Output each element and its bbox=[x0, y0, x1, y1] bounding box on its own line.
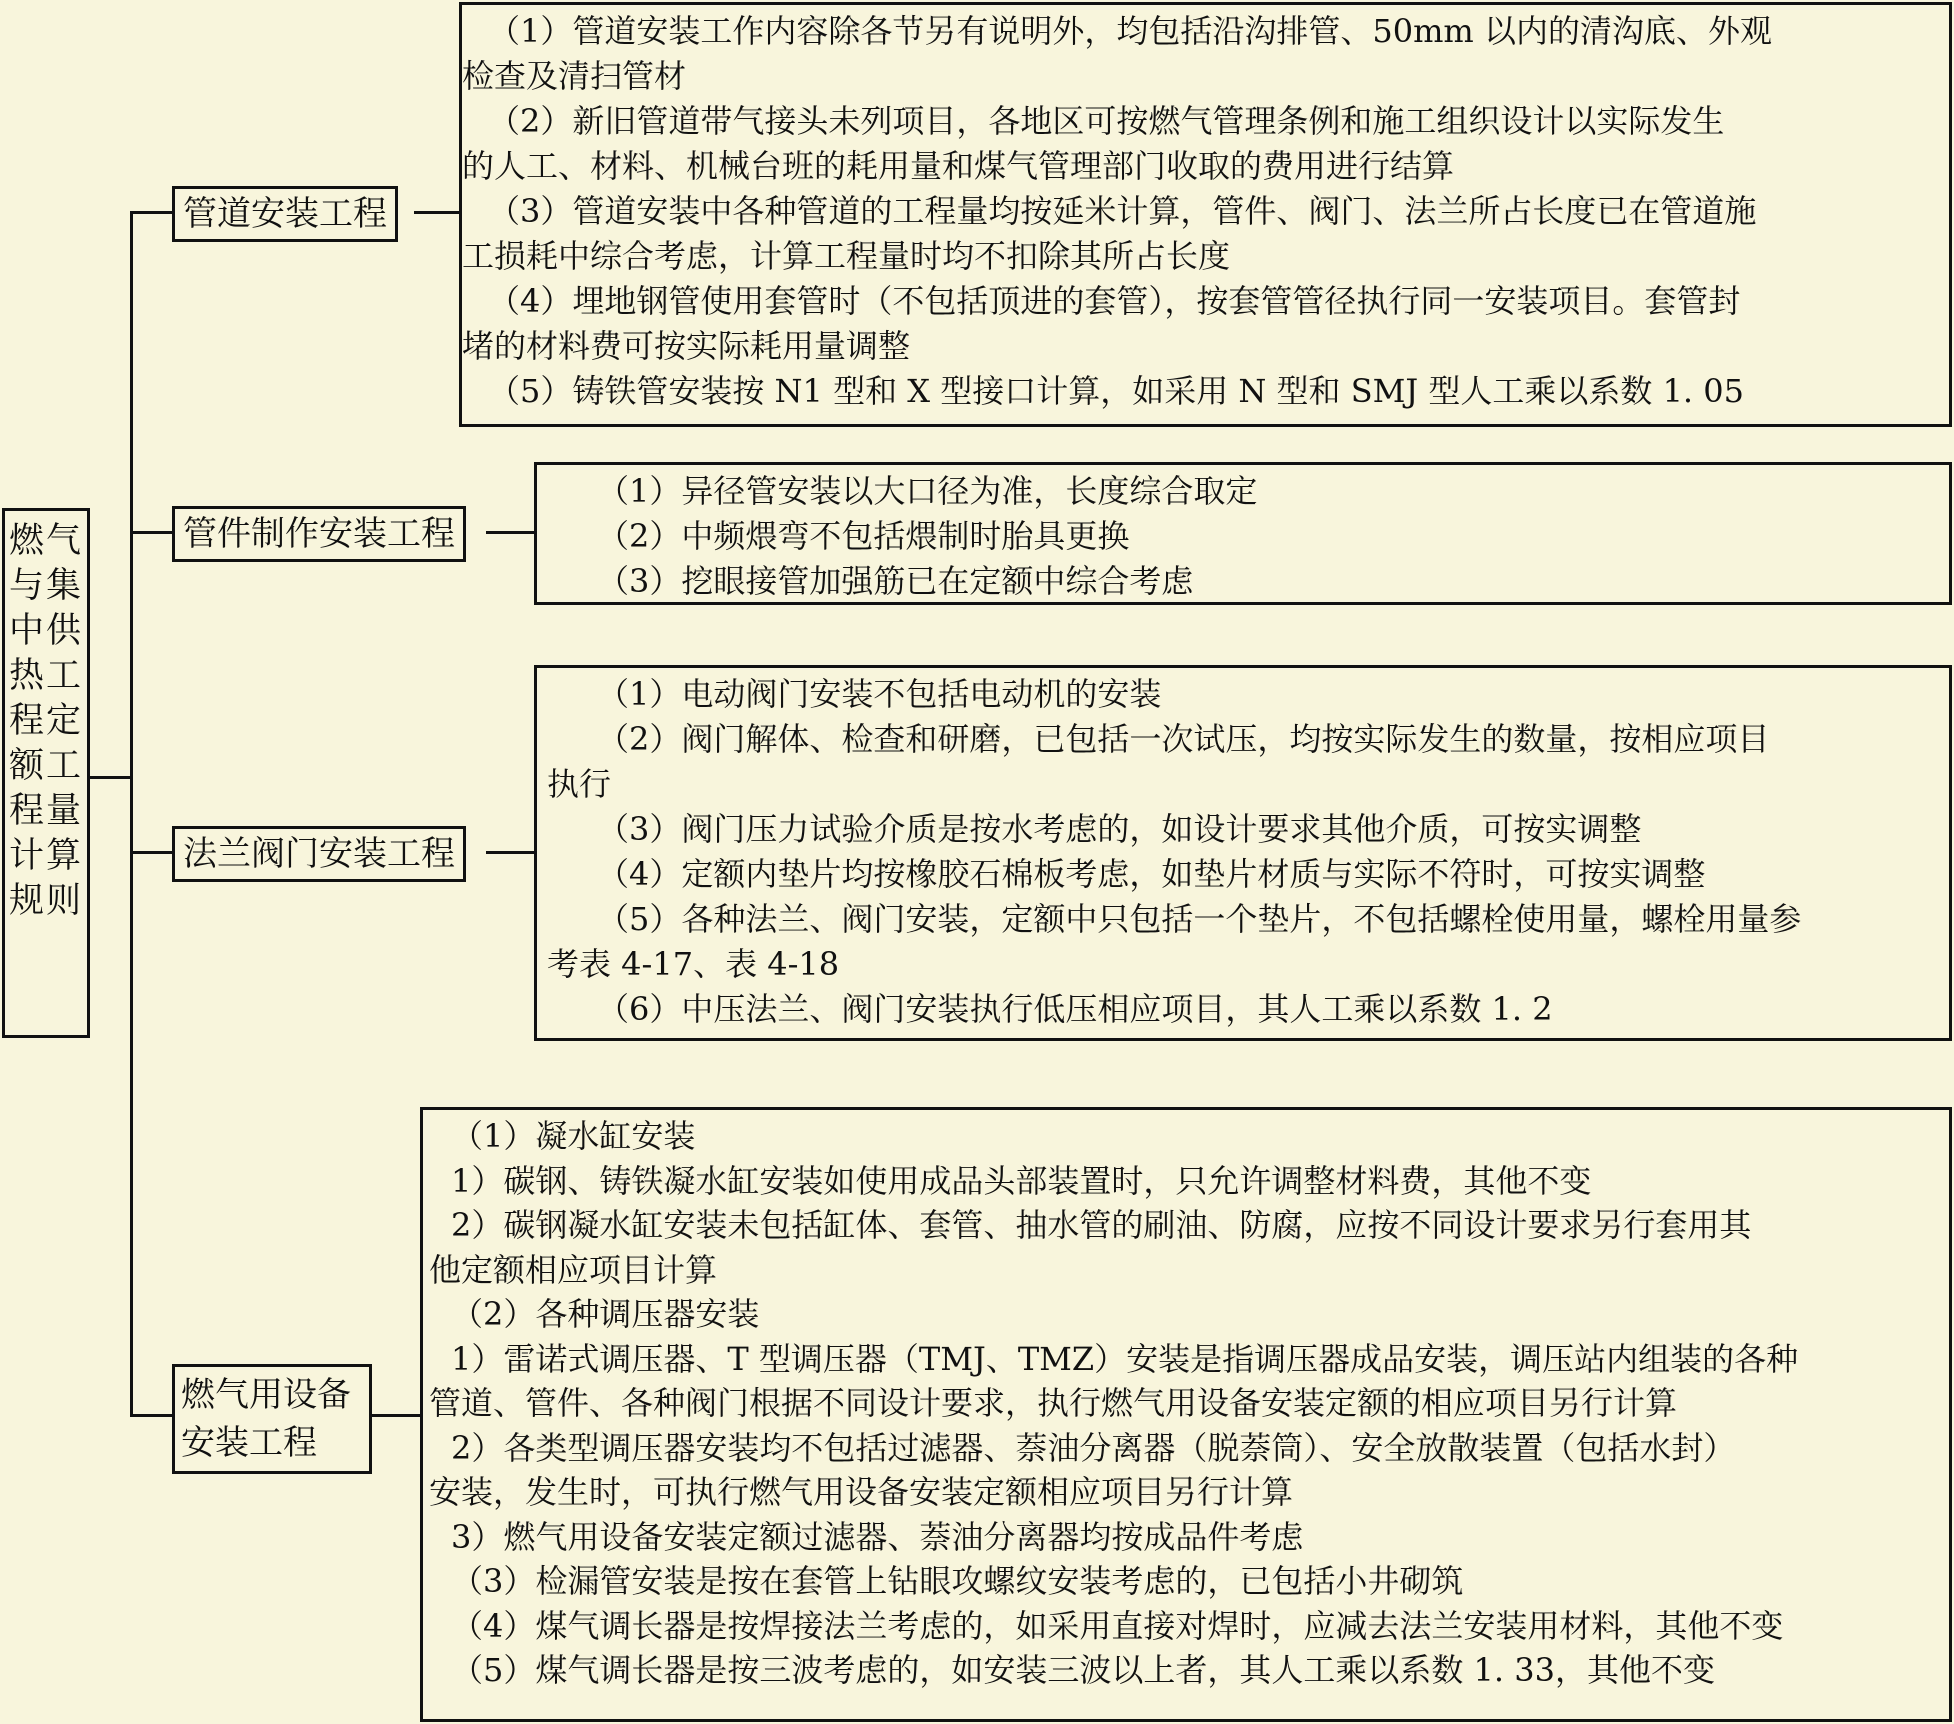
rule-line: （2）阀门解体、检查和研磨，已包括一次试压，均按实际发生的数量，按相应项目 bbox=[597, 720, 1770, 758]
rule-line: （2）中频煨弯不包括煨制时胎具更换 bbox=[597, 517, 1130, 555]
rule-line: 2）各类型调压器安装均不包括过滤器、萘油分离器（脱萘筒）、安全放散装置（包括水封） bbox=[451, 1428, 1736, 1467]
rule-line: （2）各种调压器安装 bbox=[451, 1295, 760, 1333]
branch-4 bbox=[130, 1414, 172, 1417]
rule-line: （3）挖眼接管加强筋已在定额中综合考虑 bbox=[597, 562, 1194, 600]
branch-1 bbox=[130, 211, 172, 214]
rule-line: （2）新旧管道带气接头未列项目，各地区可按燃气管理条例和施工组织设计以实际发生 bbox=[488, 102, 1725, 140]
content-pipe-installation bbox=[459, 2, 1952, 427]
rule-line: （3）检漏管安装是按在套管上钻眼攻螺纹安装考虑的，已包括小井砌筑 bbox=[451, 1562, 1464, 1600]
rule-line: （1）异径管安装以大口径为准，长度综合取定 bbox=[597, 472, 1258, 510]
root-node: 燃气与集中供热工程定额工程量计算规则 bbox=[2, 508, 90, 1038]
rule-line: （5）各种法兰、阀门安装，定额中只包括一个垫片，不包括螺栓使用量，螺栓用量参 bbox=[597, 900, 1802, 938]
category-flange-valve-installation: 法兰阀门安装工程 bbox=[172, 826, 466, 882]
link-2 bbox=[486, 531, 534, 534]
branch-3 bbox=[130, 851, 172, 854]
rule-line: （1）管道安装工作内容除各节另有说明外，均包括沿沟排管、50mm 以内的清沟底、外观 bbox=[488, 12, 1772, 50]
link-3 bbox=[486, 851, 534, 854]
rule-line: 工损耗中综合考虑，计算工程量时均不扣除其所占长度 bbox=[462, 237, 1231, 275]
root-connector bbox=[90, 776, 132, 779]
category-gas-equipment-installation: 燃气用设备安装工程 bbox=[172, 1364, 372, 1474]
rule-line: 管道、管件、各种阀门根据不同设计要求，执行燃气用设备安装定额的相应项目另行计算 bbox=[429, 1384, 1678, 1422]
category-pipe-installation: 管道安装工程 bbox=[172, 186, 398, 242]
branch-2 bbox=[130, 531, 172, 534]
rule-line: 安装，发生时，可执行燃气用设备安装定额相应项目另行计算 bbox=[429, 1473, 1294, 1511]
rule-line: 1）碳钢、铸铁凝水缸安装如使用成品头部装置时，只允许调整材料费，其他不变 bbox=[451, 1161, 1592, 1200]
rule-line: （5）煤气调长器是按三波考虑的，如安装三波以上者，其人工乘以系数 1. 33，其他不变 bbox=[451, 1651, 1715, 1689]
rule-line: （1）电动阀门安装不包括电动机的安装 bbox=[597, 675, 1162, 713]
link-4 bbox=[372, 1414, 420, 1417]
rule-line: 堵的材料费可按实际耗用量调整 bbox=[462, 327, 911, 365]
rule-line: （3）阀门压力试验介质是按水考虑的，如设计要求其他介质，可按实调整 bbox=[597, 810, 1642, 848]
rule-line: 的人工、材料、机械台班的耗用量和煤气管理部门收取的费用进行结算 bbox=[462, 147, 1455, 185]
rule-line: 检查及清扫管材 bbox=[462, 57, 687, 95]
rule-line: （3）管道安装中各种管道的工程量均按延米计算，管件、阀门、法兰所占长度已在管道施 bbox=[488, 192, 1757, 230]
rule-line: （4）埋地钢管使用套管时（不包括顶进的套管），按套管管径执行同一安装项目。套管封 bbox=[488, 282, 1741, 320]
rule-line: 执行 bbox=[547, 765, 612, 803]
rule-line: 2）碳钢凝水缸安装未包括缸体、套管、抽水管的刷油、防腐，应按不同设计要求另行套用其 bbox=[451, 1206, 1752, 1244]
tree-trunk bbox=[130, 211, 133, 1417]
content-fittings-installation bbox=[534, 462, 1952, 605]
rule-line: （6）中压法兰、阀门安装执行低压相应项目，其人工乘以系数 1. 2 bbox=[597, 990, 1553, 1028]
link-1 bbox=[414, 211, 459, 214]
content-flange-valve-installation bbox=[534, 665, 1952, 1041]
rule-line: （1）凝水缸安装 bbox=[451, 1117, 696, 1155]
category-fittings-installation: 管件制作安装工程 bbox=[172, 506, 466, 562]
rule-line: 1）雷诺式调压器、T 型调压器（TMJ、TMZ）安装是指调压器成品安装，调压站内组装的各种 bbox=[451, 1339, 1799, 1378]
rule-line: （5）铸铁管安装按 N1 型和 X 型接口计算，如采用 N 型和 SMJ 型人工乘以系数 1. 05 bbox=[488, 372, 1744, 410]
rule-line: （4）定额内垫片均按橡胶石棉板考虑，如垫片材质与实际不符时，可按实调整 bbox=[597, 855, 1706, 893]
rule-line: （4）煤气调长器是按焊接法兰考虑的，如采用直接对焊时，应减去法兰安装用材料，其他不变 bbox=[451, 1606, 1784, 1645]
rule-line: 考表 4-17、表 4-18 bbox=[547, 945, 840, 983]
rule-line: 3）燃气用设备安装定额过滤器、萘油分离器均按成品件考虑 bbox=[451, 1517, 1304, 1556]
content-gas-equipment-installation bbox=[420, 1107, 1952, 1722]
rule-line: 他定额相应项目计算 bbox=[429, 1250, 718, 1289]
